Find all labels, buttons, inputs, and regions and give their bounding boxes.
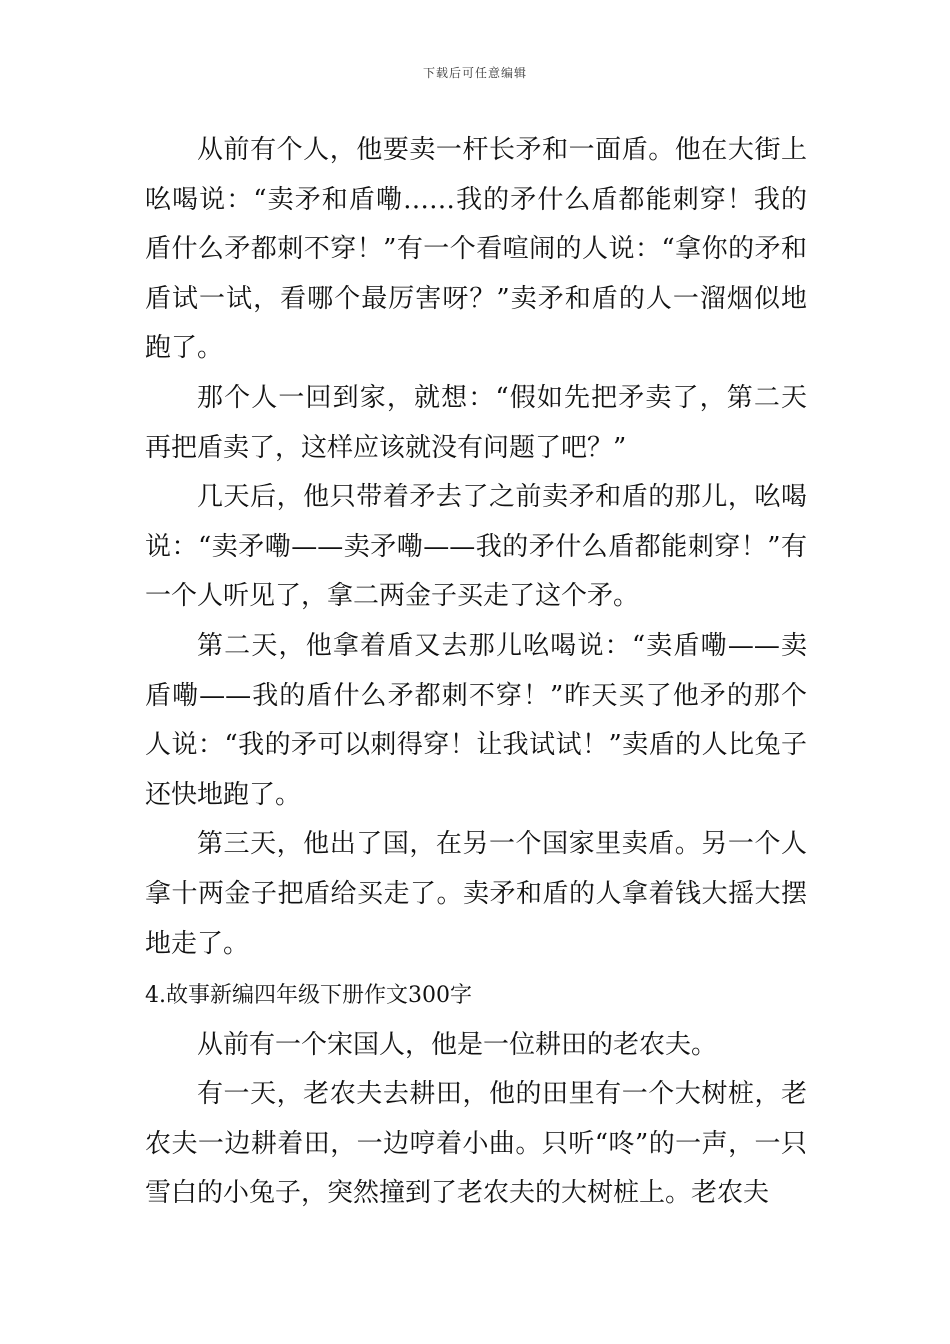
paragraph: 几天后，他只带着矛去了之前卖矛和盾的那儿，吆喝说：“卖矛嘞——卖矛嘞——我的矛什么盾都能刺穿！”有一个人听见了，拿二两金子买走了这个矛。 xyxy=(145,482,807,612)
paragraph: 从前有一个宋国人，他是一位耕田的老农夫。 xyxy=(197,1029,718,1060)
paragraph: 有一天，老农夫去耕田，他的田里有一个大树桩，老农夫一边耕着田，一边哼着小曲。只听“咚”的一声，一只雪白的小兔子，突然撞到了老农夫的大树桩上。老农夫 xyxy=(145,1079,807,1209)
document-body xyxy=(145,126,807,1219)
paragraph: 第二天，他拿着盾又去那儿吆喝说：“卖盾嘞——卖盾嘞——我的盾什么矛都刺不穿！”昨天买了他矛的那个人说：“我的矛可以刺得穿！让我试试！”卖盾的人比兔子还快地跑了。 xyxy=(145,630,807,810)
page-header: 下载后可任意编辑 xyxy=(422,66,527,80)
paragraph: 第三天，他出了国，在另一个国家里卖盾。另一个人拿十两金子把盾给买走了。卖矛和盾的人拿着钱大摇大摆地走了。 xyxy=(145,829,807,959)
section-heading: 4.故事新编四年级下册作文300字 xyxy=(145,983,472,1009)
paragraph: 从前有个人，他要卖一杆长矛和一面盾。他在大街上吆喝说：“卖矛和盾嘞……我的矛什么盾都能刺穿！我的盾什么矛都刺不穿！”有一个看喧闹的人说：“拿你的矛和盾试一试，看哪个最厉害呀？”卖矛和盾的人一溜烟似地跑了。 xyxy=(145,135,807,364)
paragraph: 那个人一回到家，就想：“假如先把矛卖了，第二天再把盾卖了，这样应该就没有问题了吧？” xyxy=(145,382,807,463)
